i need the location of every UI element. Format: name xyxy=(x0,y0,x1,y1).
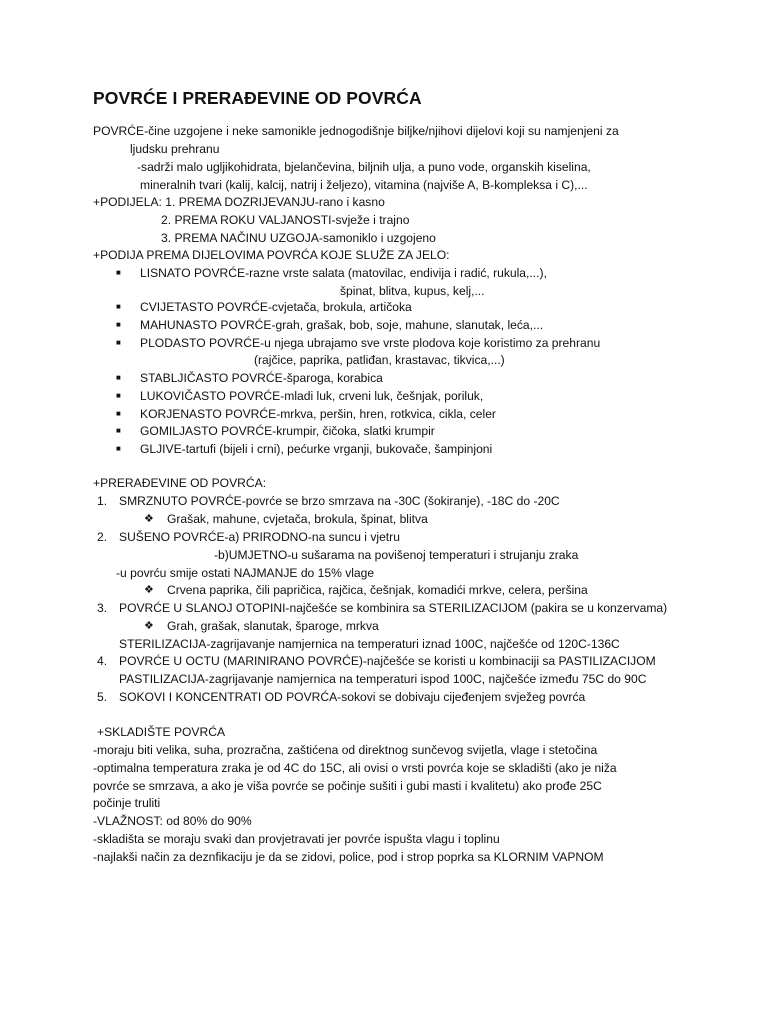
podjela-line-2: 2. PREMA ROKU VALJANOSTI-svježe i trajno xyxy=(161,213,410,227)
list-item-mahunasto: MAHUNASTO POVRĆE-grah, grašak, bob, soje, mahune, slanutak, leća,... xyxy=(140,318,544,332)
diamond-bullet-icon: ❖ xyxy=(144,584,154,596)
list-number: 4. xyxy=(97,654,108,668)
square-bullet-icon: ■ xyxy=(116,444,121,453)
skladiste-line-6: -skladišta se moraju svaki dan provjetravati jer povrće ispušta vlagu i toplinu xyxy=(93,832,500,846)
list-item-gljive: GLJIVE-tartufi (bijeli i crni), pećurke vrganji, bukovače, šampinjoni xyxy=(140,442,493,456)
preradevine-item-1-sub: Grašak, mahune, cvjetača, brokula, špinat, blitva xyxy=(167,512,428,526)
intro-line-2: ljudsku prehranu xyxy=(130,142,220,156)
list-item-plodasto-cont: (rajčice, paprika, patliđan, krastavac, tikvica,...) xyxy=(254,353,505,367)
skladiste-line-2: -optimalna temperatura zraka je od 4C do 15C, ali ovisi o vrsti povrća koje se skladišti (ako je niža xyxy=(93,761,617,775)
preradevine-item-5: SOKOVI I KONCENTRATI OD POVRĆA-sokovi se dobivaju cijeđenjem svježeg povrća xyxy=(119,690,586,704)
square-bullet-icon: ■ xyxy=(116,409,121,418)
list-item-gomoljasto: GOMILJASTO POVRĆE-krumpir, čičoka, slatki krumpir xyxy=(140,424,435,438)
skladiste-line-5: -VLAŽNOST: od 80% do 90% xyxy=(93,814,252,828)
square-bullet-icon: ■ xyxy=(116,338,121,347)
page-title: POVRĆE I PRERAĐEVINE OD POVRĆA xyxy=(93,88,422,108)
skladiste-line-3: povrće se smrzava, a ako je viša povrće se počinje sušiti i gubi masti i kvalitetu) ako prođe 25C xyxy=(93,779,602,793)
preradevine-item-3: POVRĆE U SLANOJ OTOPINI-najčešće se kombinira sa STERILIZACIJOM (pakira se u konzervama) xyxy=(119,601,668,615)
preradevine-item-3-sub: Grah, grašak, slanutak, šparoge, mrkva xyxy=(167,619,379,633)
list-item-plodasto: PLODASTO POVRĆE-u njega ubrajamo sve vrste plodova koje koristimo za prehranu xyxy=(140,336,601,350)
list-item-lisnato: LISNATO POVRĆE-razne vrste salata (matovilac, endivija i radić, rukula,...), xyxy=(140,266,547,280)
skladiste-line-7: -najlakši način za deznfikaciju je da se zidovi, police, pod i strop poprka sa KLORNIM VAPNOM xyxy=(93,850,604,864)
preradevine-item-2-sub: Crvena paprika, čili papričica, rajčica, češnjak, komadići mrkve, celera, peršina xyxy=(167,583,588,597)
list-number: 3. xyxy=(97,601,108,615)
square-bullet-icon: ■ xyxy=(116,426,121,435)
list-item-lukovicasto: LUKOVIČASTO POVRĆE-mladi luk, crveni luk, češnjak, poriluk, xyxy=(140,389,484,403)
list-number: 5. xyxy=(97,690,108,704)
skladiste-line-1: -moraju biti velika, suha, prozračna, zaštićena od direktnog sunčevog svijetla, vlage i stetočina xyxy=(93,743,598,757)
list-item-lisnato-cont: špinat, blitva, kupus, kelj,... xyxy=(340,284,485,298)
preradevine-item-4: POVRĆE U OCTU (MARINIRANO POVRĆE)-najčešće se koristi u kombinaciji sa PASTILIZACIJOM xyxy=(119,654,656,668)
list-item-korjenasto: KORJENASTO POVRĆE-mrkva, peršin, hren, rotkvica, cikla, celer xyxy=(140,407,496,421)
intro-line-1: POVRĆE-čine uzgojene i neke samonikle jednogodišnje biljke/njihovi dijelovi koji su namjenjeni za xyxy=(93,124,619,138)
square-bullet-icon: ■ xyxy=(116,373,121,382)
preradevine-item-2-b: -b)UMJETNO-u sušarama na povišenoj temperaturi i strujanju zraka xyxy=(214,548,579,562)
square-bullet-icon: ■ xyxy=(116,268,121,277)
intro-line-3: -sadrži malo ugljikohidrata, bjelančevina, biljnih ulja, a puno vode, organskih kiselina, xyxy=(137,160,591,174)
diamond-bullet-icon: ❖ xyxy=(144,620,154,632)
diamond-bullet-icon: ❖ xyxy=(144,513,154,525)
list-number: 2. xyxy=(97,530,108,544)
square-bullet-icon: ■ xyxy=(116,302,121,311)
list-item-stabljicasto: STABLJIČASTO POVRĆE-šparoga, korabica xyxy=(140,371,383,385)
preradevine-item-2-c: -u povrću smije ostati NAJMANJE do 15% vlage xyxy=(116,566,375,580)
preradevine-item-4-b: PASTILIZACIJA-zagrijavanje namjernica na temperaturi ispod 100C, najčešće između 75C do 90C xyxy=(119,672,647,686)
preradevine-item-1: SMRZNUTO POVRĆE-povrće se brzo smrzava na -30C (šokiranje), -18C do -20C xyxy=(119,494,560,508)
skladiste-line-4: počinje truliti xyxy=(93,796,161,810)
intro-line-4: mineralnih tvari (kalij, kalcij, natrij i željezo), vitamina (najviše A, B-kompleksa i C),... xyxy=(140,178,588,192)
preradevine-heading: +PRERAĐEVINE OD POVRĆA: xyxy=(93,476,267,490)
skladiste-heading: +SKLADIŠTE POVRĆA xyxy=(97,725,226,739)
list-item-cvjetasto: CVIJETASTO POVRĆE-cvjetača, brokula, artičoka xyxy=(140,300,412,314)
podjela-line-1: +PODIJELA: 1. PREMA DOZRIJEVANJU-rano i kasno xyxy=(93,195,385,209)
square-bullet-icon: ■ xyxy=(116,320,121,329)
podjela-line-3: 3. PREMA NAČINU UZGOJA-samoniklo i uzgojeno xyxy=(161,231,436,245)
preradevine-item-3-b: STERILIZACIJA-zagrijavanje namjernica na temperaturi iznad 100C, najčešće od 120C-136C xyxy=(119,637,620,651)
dijelovi-heading: +PODIJA PREMA DIJELOVIMA POVRĆA KOJE SLUŽE ZA JELO: xyxy=(93,248,450,262)
square-bullet-icon: ■ xyxy=(116,391,121,400)
list-number: 1. xyxy=(97,494,108,508)
preradevine-item-2: SUŠENO POVRĆE-a) PRIRODNO-na suncu i vjetru xyxy=(119,530,400,544)
